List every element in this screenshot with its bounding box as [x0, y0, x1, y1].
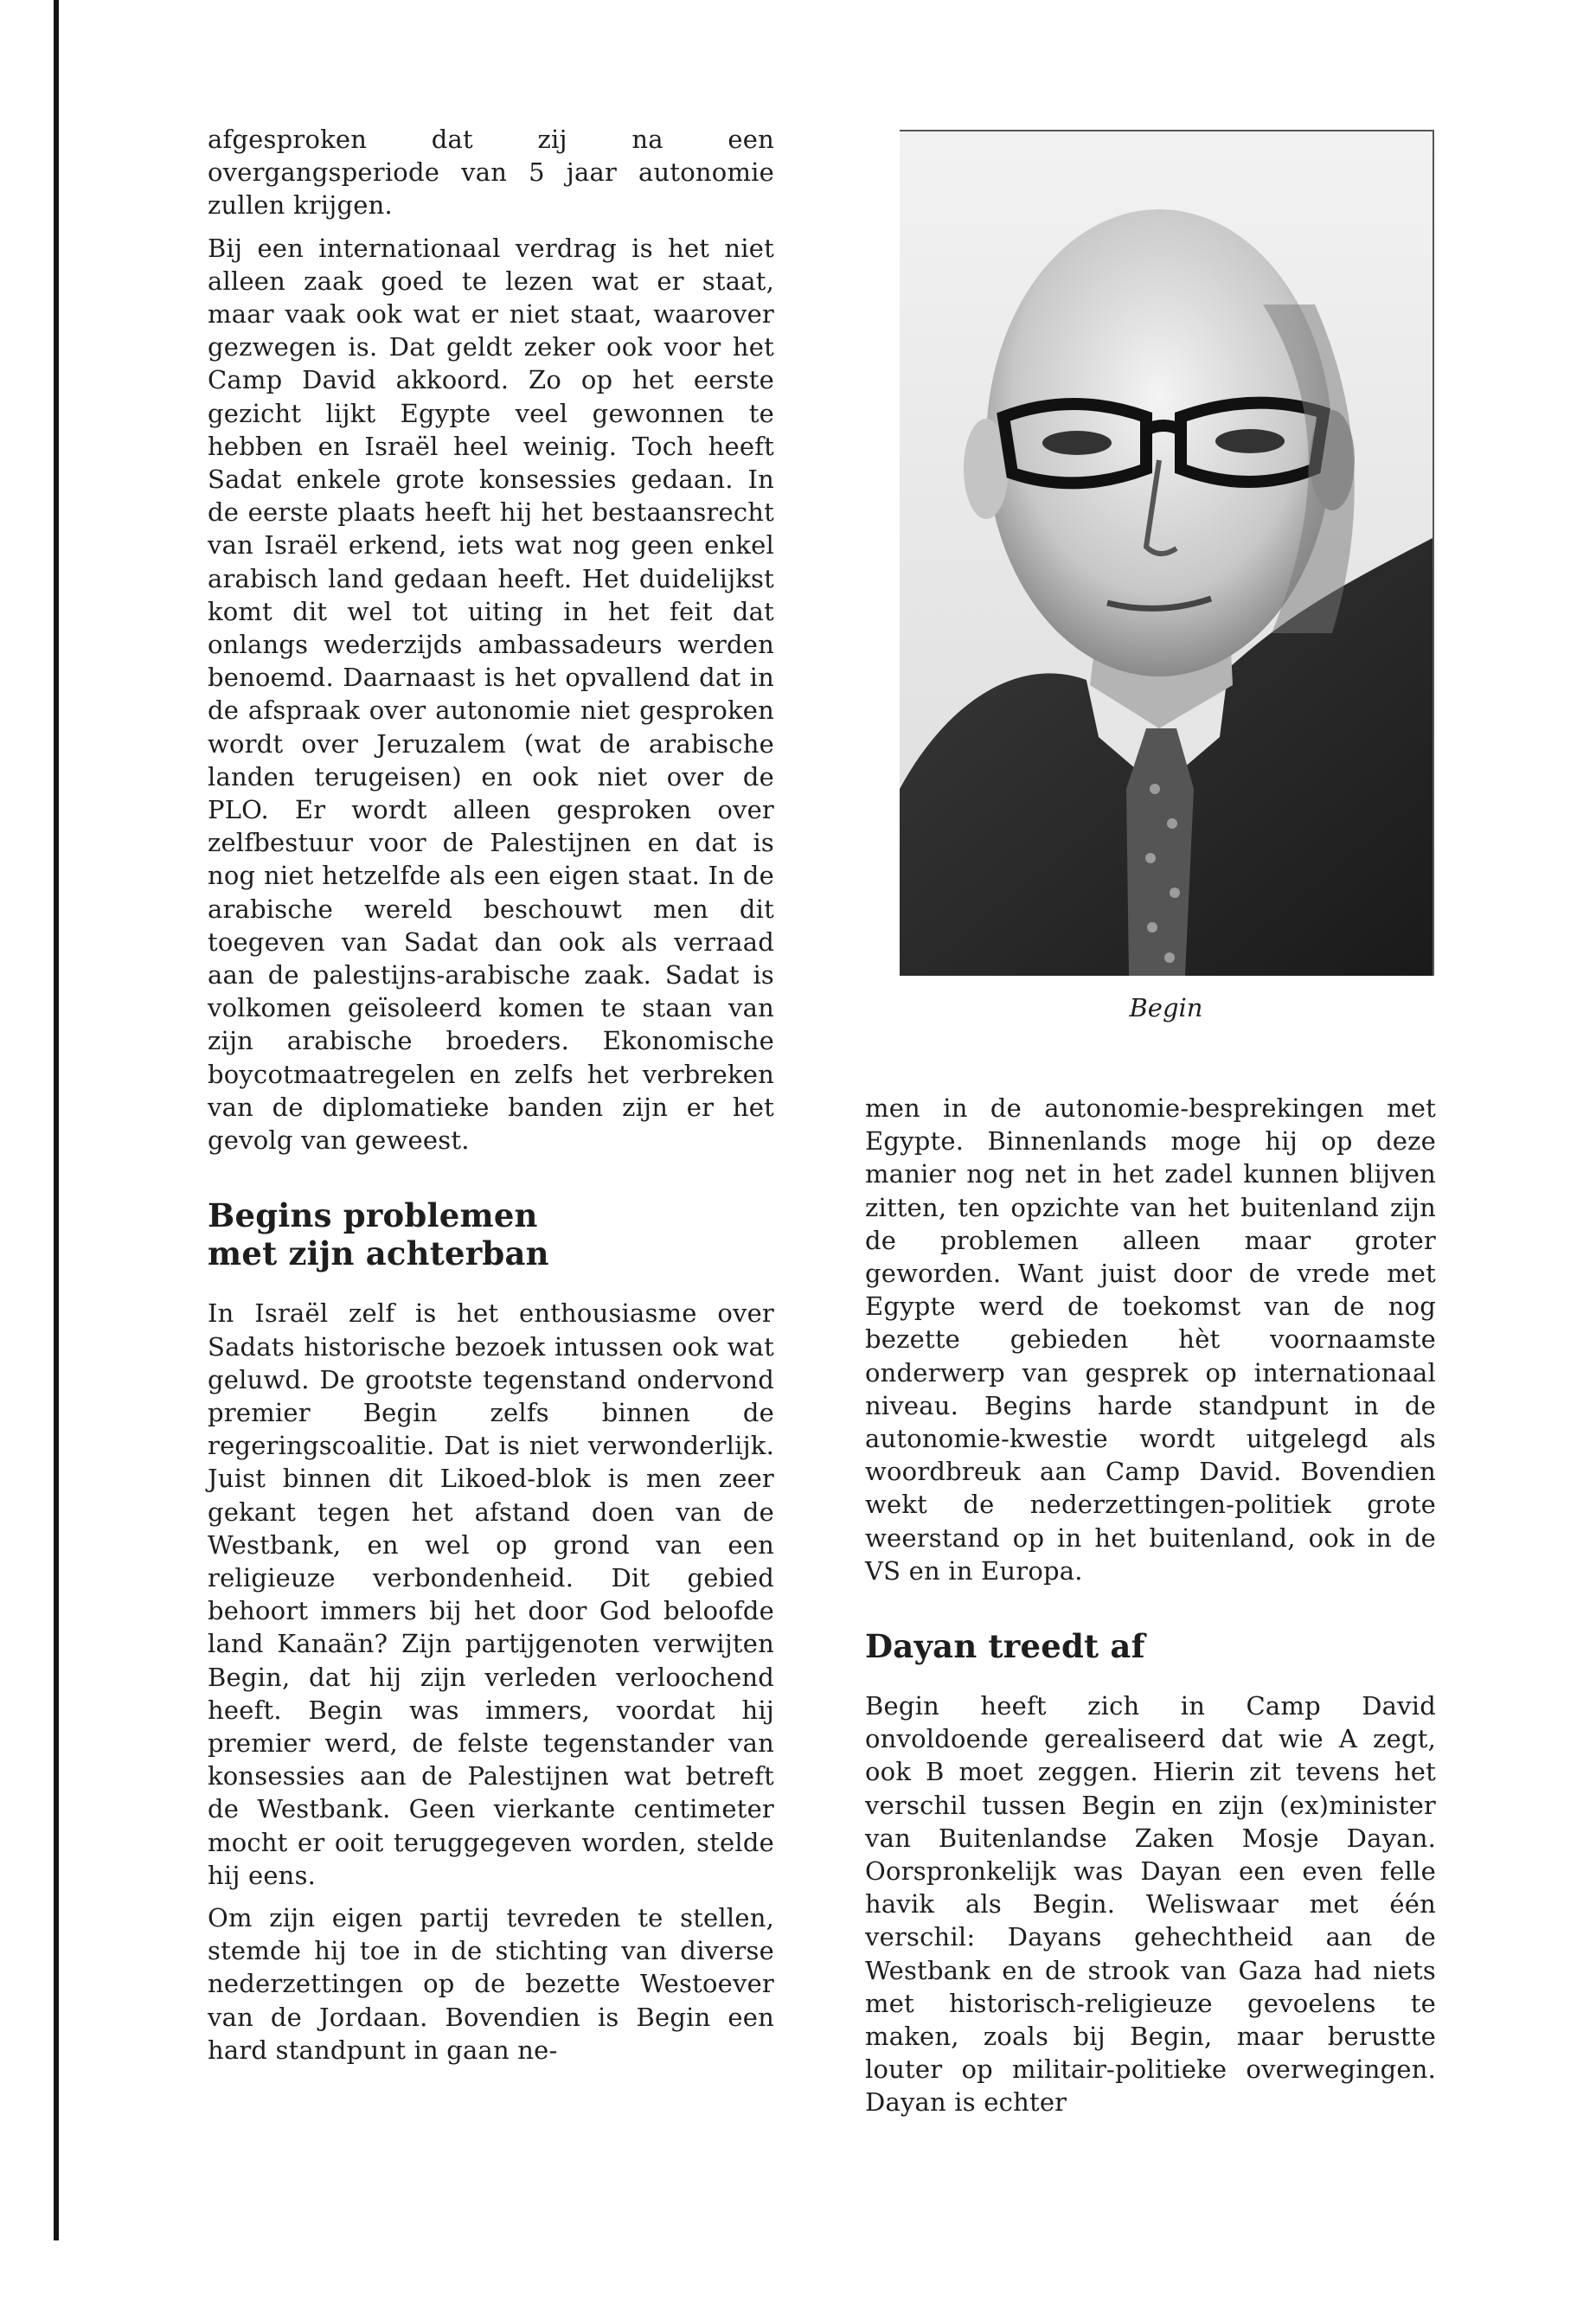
heading-line: met zijn achterban — [208, 1234, 549, 1273]
section-heading-begins-problemen — [208, 1196, 774, 1272]
paragraph: men in de autonomie-besprekingen met Egypte. Binnenlands moge hij op deze manier nog net in het zadel kunnen blijven zitten, ten opzichte van het buitenland zijn de problemen alleen maar groter geworden. Want juist door de vrede met Egypte werd de toekomst van de nog bezette gebieden hèt voornaamste onderwerp van gesprek op internationaal niveau. Begins harde standpunt in de autonomie-kwestie wordt uitgelegd als woordbreuk aan Camp David. Bovendien wekt de nederzettingen-politiek grote weerstand op in het buitenland, ook in de VS en in Europa. — [865, 1093, 1436, 1586]
photo-caption: Begin — [1129, 993, 1203, 1022]
paragraph: Begin heeft zich in Camp David onvoldoende gerealiseerd dat wie A zegt, ook B moet zeggen. Hierin zit tevens het verschil tussen Begin en zijn (ex)minister van Buitenlandse Zaken Mosje Dayan. Oorspronkelijk was Dayan een even felle havik als Begin. Weliswaar met één verschil: Dayans gehechtheid aan de Westbank en de strook van Gaza had niets met historisch-religieuze gevoelens te maken, zoals bij Begin, maar berustte louter op militair-politieke overwegingen. Dayan is echter — [865, 1691, 1436, 2118]
left-column — [208, 123, 774, 2076]
paragraph: Bij een internationaal verdrag is het niet alleen zaak goed te lezen wat er staat, maar vaak ook wat er niet staat, waarover gezwegen is. Dat geldt zeker ook voor het Camp David akkoord. Zo op het eerste gezicht lijkt Egypte veel gewonnen te hebben en Israël heel weinig. Toch heeft Sadat enkele grote konsessies gedaan. In de eerste plaats heeft hij het bestaansrecht van Israël erkend, iets wat nog geen enkel arabisch land gedaan heeft. Het duidelijkst komt dit wel tot uiting in het feit dat onlangs wederzijds ambassadeurs werden benoemd. Daarnaast is het opvallend dat in de afspraak over autonomie niet gesproken wordt over Jeruzalem (wat de arabische landen terugeisen) en ook niet over de PLO. Er wordt alleen gesproken over zelfbestuur voor de Palestijnen en dat is nog niet hetzelfde als een eigen staat. In de arabische wereld beschouwt men dit toegeven van Sadat dan ook als verraad aan de palestijns-arabische zaak. Sadat is volkomen geïsoleerd komen te staan van zijn arabische broeders. Ekonomische boycotmaatregelen en zelfs het verbreken van de diplomatieke banden zijn er het gevolg van geweest. — [208, 233, 774, 1156]
scan-edge-bar — [54, 0, 59, 2240]
portrait-illustration — [900, 131, 1433, 976]
paragraph: afgesproken dat zij na een overgangsperiode van 5 jaar autonomie zullen krijgen. — [208, 125, 774, 221]
portrait-photo — [900, 130, 1434, 976]
paragraph: Om zijn eigen partij tevreden te stellen, stemde hij toe in de stichting van diverse nederzettingen op de bezette Westoever van de Jordaan. Bovendien is Begin een hard standpunt in gaan ne- — [208, 1902, 774, 2065]
section-heading-dayan-treedt-af: Dayan treedt af — [865, 1627, 1145, 1666]
heading-line: Begins problemen — [208, 1196, 538, 1235]
paragraph: In Israël zelf is het enthousiasme over Sadats historische bezoek intussen ook wat geluwd. De grootste tegenstand ondervond premier Begin zelfs binnen de regeringscoalitie. Dat is niet verwonderlijk. Juist binnen dit Likoed-blok is men zeer gekant tegen het afstand doen van de Westbank, en wel op grond van een religieuze verbondenheid. Dit gebied behoort immers bij het door God beloofde land Kanaän? Zijn partijgenoten verwijten Begin, dat hij zijn verleden verloochend heeft. Begin was immers, voordat hij premier werd, de felste tegenstander van konsessies aan de Palestijnen wat betreft de Westbank. Geen vierkante centimeter mocht er ooit teruggegeven worden, stelde hij eens. — [208, 1298, 774, 1890]
right-column — [865, 1092, 1436, 2129]
